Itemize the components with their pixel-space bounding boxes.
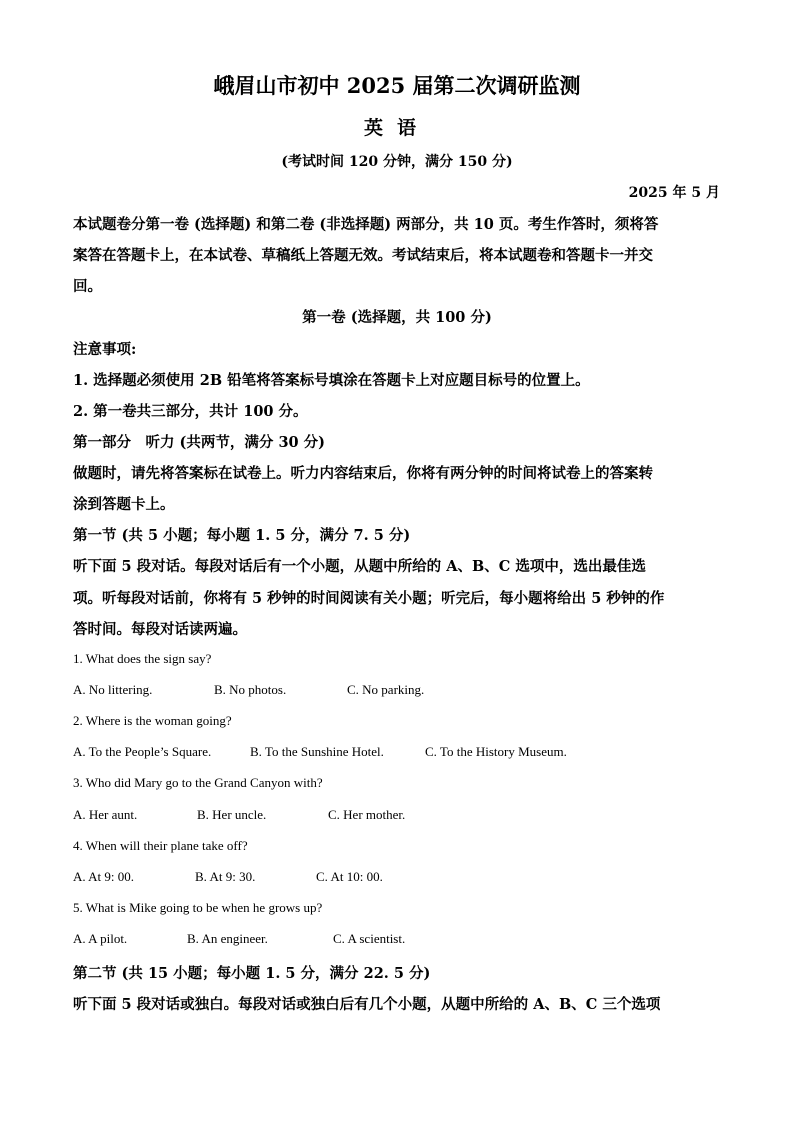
option-a: A. At 9: 00. [73, 869, 135, 884]
notes-title: 注意事项: [73, 341, 137, 358]
question-text: 1. What does the sign say? [73, 651, 212, 666]
option-a: A. Her aunt. [73, 807, 138, 822]
option-b: B. Her uncle. [197, 807, 267, 822]
part1-instruction: 涂到答题卡上。 [73, 496, 175, 513]
question-text: 5. What is Mike going to be when he grows up? [73, 900, 323, 915]
exam-title: 峨眉山市初中 2025 届第二次调研监测 [213, 73, 581, 98]
section1-instruction: 项。听每段对话前，你将有 5 秒钟的时间阅读有关小题；听完后，每小题将给出 5 秒钟的作 [73, 590, 665, 607]
exam-date: 2025 年 5 月 [628, 185, 720, 201]
part1-instruction: 做题时，请先将答案标在试卷上。听力内容结束后，你将有两分钟的时间将试卷上的答案转 [73, 465, 653, 482]
option-a: A. No littering. [73, 682, 153, 697]
option-c: C. Her mother. [328, 807, 406, 822]
intro-line: 回。 [73, 278, 102, 295]
option-b: B. To the Sunshine Hotel. [250, 744, 384, 759]
question-text: 2. Where is the woman going? [73, 713, 232, 728]
question-text: 4. When will their plane take off? [73, 838, 248, 853]
option-c: C. To the History Museum. [425, 744, 567, 759]
option-b: B. At 9: 30. [195, 869, 256, 884]
section2-instruction: 听下面 5 段对话或独白。每段对话或独白后有几个小题，从题中所给的 A、B、C 三个选项 [73, 996, 661, 1013]
option-a: A. A pilot. [73, 931, 128, 946]
subject-title: 英语 [363, 117, 430, 139]
section1-instruction: 听下面 5 段对话。每段对话后有一个小题，从题中所给的 A、B、C 选项中，选出最佳选 [73, 558, 646, 575]
question-text: 3. Who did Mary go to the Grand Canyon with? [73, 775, 323, 790]
option-b: B. No photos. [214, 682, 287, 697]
note-item: 1. 选择题必须使用 2B 铅笔将答案标号填涂在答题卡上对应题目标号的位置上。 [73, 372, 590, 389]
option-c: C. No parking. [347, 682, 425, 697]
intro-line: 本试题卷分第一卷 (选择题) 和第二卷 (非选择题) 两部分，共 10 页。考生作答时，须将答 [73, 216, 659, 233]
section1-instruction: 答时间。每段对话读两遍。 [73, 621, 247, 638]
option-b: B. An engineer. [187, 931, 268, 946]
option-c: C. A scientist. [333, 931, 406, 946]
note-item: 2. 第一卷共三部分，共计 100 分。 [73, 403, 308, 420]
exam-duration: (考试时间 120 分钟，满分 150 分) [281, 154, 513, 170]
intro-line: 案答在答题卡上，在本试卷、草稿纸上答题无效。考试结束后，将本试题卷和答题卡一并交 [73, 247, 653, 264]
section1-title: 第一节 (共 5 小题；每小题 1. 5 分，满分 7. 5 分) [73, 527, 411, 544]
section2-title: 第二节 (共 15 小题；每小题 1. 5 分，满分 22. 5 分) [73, 965, 431, 982]
volume1-title: 第一卷 (选择题，共 100 分) [302, 309, 492, 326]
option-a: A. To the People’s Square. [73, 744, 212, 759]
part1-title: 第一部分 听力 (共两节，满分 30 分) [73, 434, 326, 451]
option-c: C. At 10: 00. [316, 869, 383, 884]
